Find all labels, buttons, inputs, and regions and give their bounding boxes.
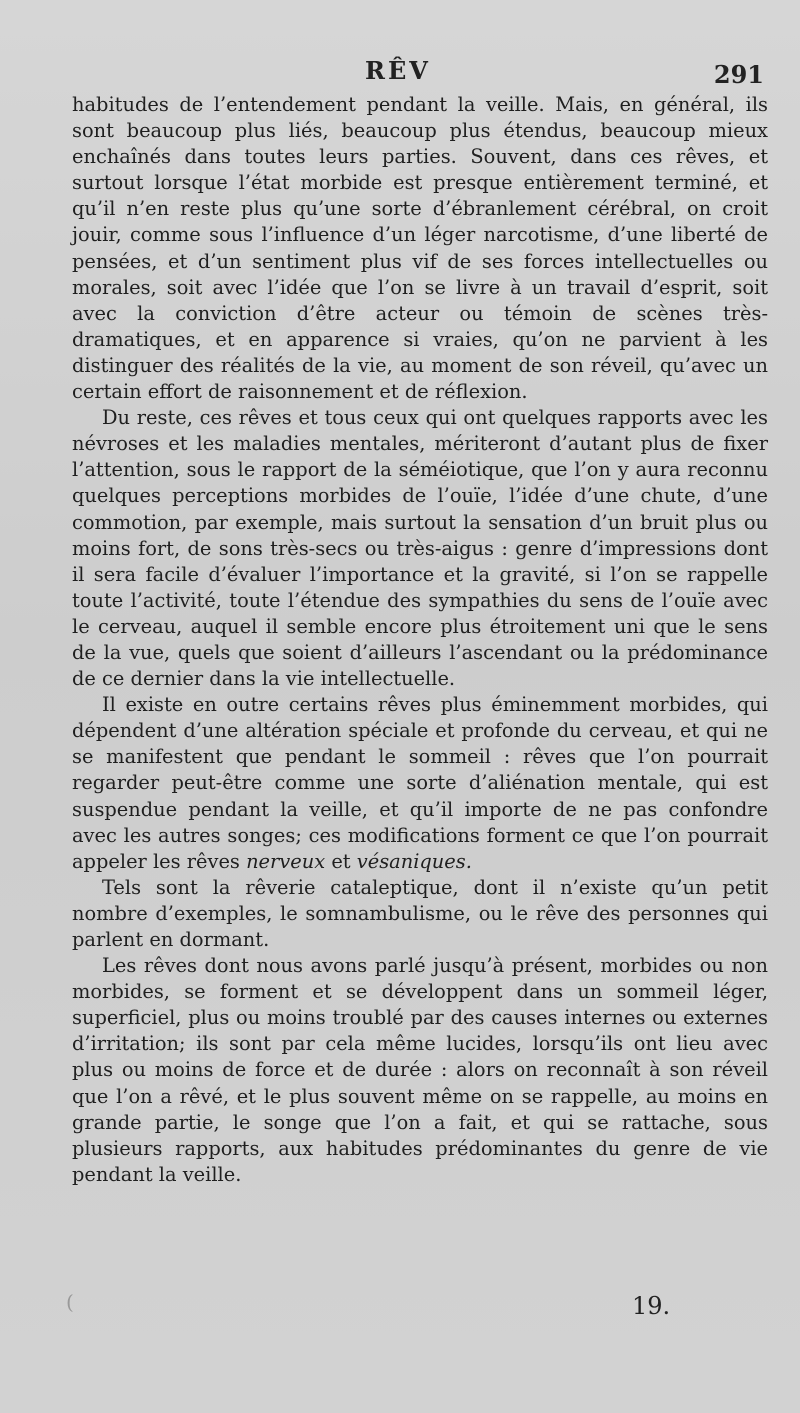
paragraph-3-conjunction: et — [325, 849, 357, 873]
running-head-title: RÊV — [365, 56, 431, 85]
paragraph-3-text: Il existe en outre certains rêves plus éminemment morbides, qui dépendent d’une altération spéciale et profonde du cerveau, et qui ne se manifestent que pendant le sommeil : rêves que l’on pourrait regarder peut-être comme une sorte d’aliénation mentale, qui est suspendue pendant la veille, et qu’il importe de ne pas confondre avec les autres songes; ces modifications forment ce que l’on pourrait appeler les rêves — [72, 693, 768, 873]
body-text — [72, 92, 768, 1188]
paragraph-4: Tels sont la rêverie cataleptique, dont il n’existe qu’un petit nombre d’exemples, le somnambulisme, ou le rêve des personnes qui parlent en dormant. — [72, 875, 768, 951]
paragraph-5: Les rêves dont nous avons parlé jusqu’à présent, morbides ou non morbides, se forment et se développent dans un sommeil léger, superficiel, plus ou moins troublé par des causes internes ou externes d’irritation; ils sont par cela même lucides, lorsqu’ils ont lieu avec plus ou moins de force et de durée : alors on reconnaît à son réveil que l’on a rêvé, et le plus souvent même on se rappelle, au moins en grande partie, le songe que l’on a fait, et qui se rattache, sous plusieurs rapports, aux habitudes prédominantes du genre de vie pendant la veille. — [72, 954, 768, 1186]
page-number: 291 — [713, 60, 764, 89]
running-head — [0, 56, 800, 89]
signature-mark: 19. — [632, 1292, 671, 1320]
paragraph-3 — [72, 692, 768, 875]
paragraph-1: habitudes de l’entendement pendant la veille. Mais, en général, ils sont beaucoup plus liés, beaucoup plus étendus, beaucoup mieux enchaînés dans toutes leurs parties. Souvent, dans ces rêves, et surtout lorsque l’état morbide est presque entièrement terminé, et qu’il n’en reste plus qu’une sorte d’ébranlement cérébral, on croit jouir, comme sous l’influence d’un léger narcotisme, d’une liberté de pensées, et d’un sentiment plus vif de ses forces intellectuelles ou morales, soit avec l’idée que l’on se livre à un travail d’esprit, soit avec la conviction d’être acteur ou témoin de scènes très-dramatiques, et en apparence si vraies, qu’on ne parvient à les distinguer des réalités de la vie, au moment de son réveil, qu’avec un certain effort de raisonnement et de réflexion. — [72, 93, 768, 404]
paragraph-2: Du reste, ces rêves et tous ceux qui ont quelques rapports avec les névroses et les maladies mentales, mériteront d’autant plus de fixer l’attention, sous le rapport de la séméiotique, que l’on y aura reconnu quelques perceptions morbides de l’ouïe, l’idée d’une chute, d’une commotion, par exemple, mais surtout la sensation d’un bruit plus ou moins fort, de sons très-secs ou très-aigus : genre d’impressions dont il sera facile d’évaluer l’importance et la gravité, si l’on se rappelle toute l’activité, toute l’étendue des sympathies du sens de l’ouïe avec le cerveau, auquel il semble encore plus étroitement uni que le sens de la vue, quels que soient d’ailleurs l’ascendant ou la prédominance de ce dernier dans la vie intellectuelle. — [72, 406, 768, 691]
italic-term-vesaniques: vésaniques. — [356, 849, 472, 873]
italic-term-nerveux: nerveux — [246, 849, 326, 873]
margin-mark: ( — [66, 1290, 74, 1314]
